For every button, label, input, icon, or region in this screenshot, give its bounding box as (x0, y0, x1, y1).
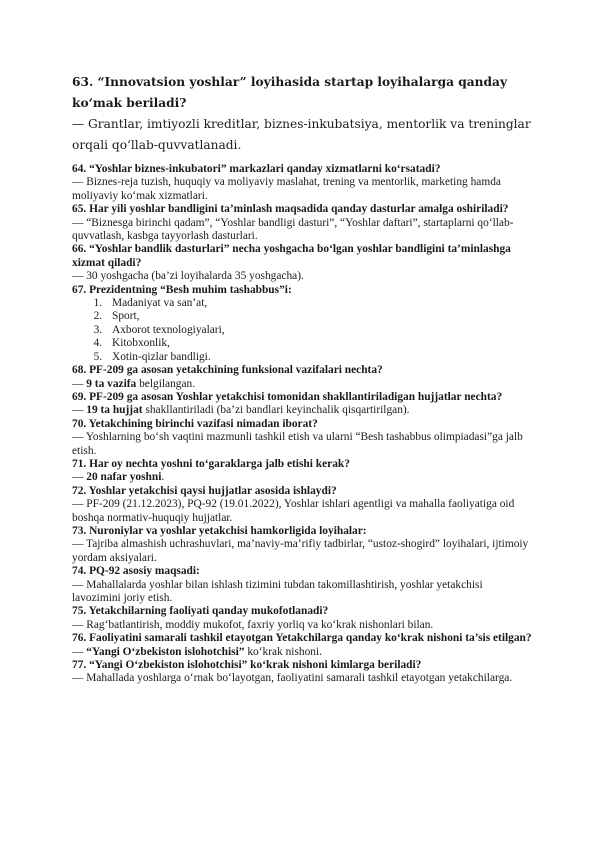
question-69-answer (72, 404, 532, 417)
question-66-title: 66. “Yoshlar bandlik dasturlari” necha yoshgacha bo‘lgan yoshlar bandligini ta’minlashga xizmat qiladi? (72, 243, 511, 269)
question-65-answer: — “Biznesga birinchi qadam”, “Yoshlar bandligi dasturi”, “Yoshlar daftari”, startaplarni qo‘llab-quvvatlash, kasbga tayyorlash dasturlari. (72, 216, 514, 243)
answer-rest: belgilangan. (136, 377, 196, 390)
question-66-answer: — 30 yoshgacha (ba’zi loyihalarda 35 yoshgacha). (72, 270, 304, 283)
list-item: 5. Xotin-qizlar bandligi. (105, 351, 532, 364)
question-76-title: 76. Faoliyatini samarali tashkil etayotgan Yetakchilarga qanday ko‘krak nishoni ta’sis etilgan? (72, 632, 532, 645)
question-71-title: 71. Har oy nechta yoshni to‘garaklarga jalb etishi kerak? (72, 457, 350, 470)
document-page (72, 72, 532, 686)
answer-prefix: — (72, 377, 87, 390)
question-70-title: 70. Yetakchining birinchi vazifasi nimadan iborat? (72, 417, 318, 430)
question-73-answer: — Tajriba almashish uchrashuvlari, ma’naviy-ma’rifiy tadbirlar, “ustoz-shogird” loyihalari, ijtimoiy yordam aksiyalari. (72, 538, 529, 564)
initiatives-list (72, 297, 532, 364)
question-68-answer (72, 378, 532, 391)
question-63-answer: — Grantlar, imtiyozli kreditlar, biznes-inkubatsiya, mentorlik va treninglar orqali qo‘llab-quvvatlanadi. (72, 117, 531, 152)
question-64-answer: — Biznes-reja tuzish, huquqiy va moliyaviy maslahat, trening va mentorlik, marketing hamda moliyaviy ko‘mak xizmatlari. (72, 176, 501, 202)
question-74-answer: — Mahallalarda yoshlar bilan ishlash tizimini tubdan takomillashtirish, yoshlar yetakchisi lavozimini joriy etish. (72, 578, 483, 604)
question-70-answer: — Yoshlarning bo‘sh vaqtini mazmunli tashkil etish va ularni “Besh tashabbus olimpiadasi”ga jalb etish. (72, 431, 523, 457)
question-69-title: 69. PF-209 ga asosan Yoshlar yetakchisi tomonidan shakllantiriladigan hujjatlar nechta? (72, 390, 503, 403)
answer-emphasis: 9 ta vazifa (86, 377, 137, 390)
question-64-title: 64. “Yoshlar biznes-inkubatori” markazlari qanday xizmatlarni ko‘rsatadi? (72, 163, 441, 175)
question-71-answer (72, 471, 532, 484)
list-item: 1. Madaniyat va san’at, (105, 297, 532, 310)
question-65-title: 65. Har yili yoshlar bandligini ta’minlash maqsadida qanday dasturlar amalga oshiriladi? (72, 203, 509, 216)
question-75-answer: — Rag‘batlantirish, moddiy mukofot, faxriy yorliq va ko‘krak nishonlari bilan. (72, 618, 434, 631)
answer-prefix: — (72, 404, 87, 417)
list-item: 2. Sport, (105, 310, 532, 323)
answer-emphasis: “Yangi O‘zbekiston islohotchisi” (86, 645, 245, 658)
answer-prefix: — (72, 645, 87, 658)
question-76-answer (72, 646, 532, 659)
answer-emphasis: 19 ta hujjat (86, 404, 143, 417)
question-68-title: 68. PF-209 ga asosan yetakchining funksional vazifalari nechta? (72, 364, 383, 377)
question-67-title: 67. Prezidentning “Besh muhim tashabbus”i: (72, 283, 292, 296)
question-77-title: 77. “Yangi O‘zbekiston islohotchisi” ko‘krak nishoni kimlarga beriladi? (72, 659, 422, 672)
answer-emphasis: 20 nafar yoshni (86, 471, 162, 484)
question-74-title: 74. PQ-92 asosiy maqsadi: (72, 565, 200, 578)
answer-rest: shakllantiriladi (ba’zi bandlari keyinchalik qisqartirilgan). (142, 404, 410, 417)
question-63-title: 63. “Innovatsion yoshlar” loyihasida startap loyihalarga qanday ko‘mak beriladi? (72, 75, 508, 110)
question-72-answer: — PF-209 (21.12.2023), PQ-92 (19.01.2022), Yoshlar ishlari agentligi va mahalla faoliyatiga oid boshqa normativ-huquqiy hujjatlar. (72, 498, 515, 524)
list-item: 4. Kitobxonlik, (105, 337, 532, 350)
qa-list (72, 163, 532, 686)
list-item: 3. Axborot texnologiyalari, (105, 324, 532, 337)
answer-prefix: — (72, 471, 87, 484)
question-77-answer: — Mahallada yoshlarga o‘rnak bo‘layotgan, faoliyatini samarali tashkil etayotgan yetakchilarga. (72, 672, 513, 685)
question-63 (72, 72, 532, 156)
question-73-title: 73. Nuroniylar va yoshlar yetakchisi hamkorligida loyihalar: (72, 524, 367, 537)
answer-rest: ko‘krak nishoni. (244, 645, 322, 658)
answer-rest: . (161, 471, 165, 484)
question-72-title: 72. Yoshlar yetakchisi qaysi hujjatlar asosida ishlaydi? (72, 484, 337, 497)
question-75-title: 75. Yetakchilarning faoliyati qanday mukofotlanadi? (72, 605, 329, 618)
